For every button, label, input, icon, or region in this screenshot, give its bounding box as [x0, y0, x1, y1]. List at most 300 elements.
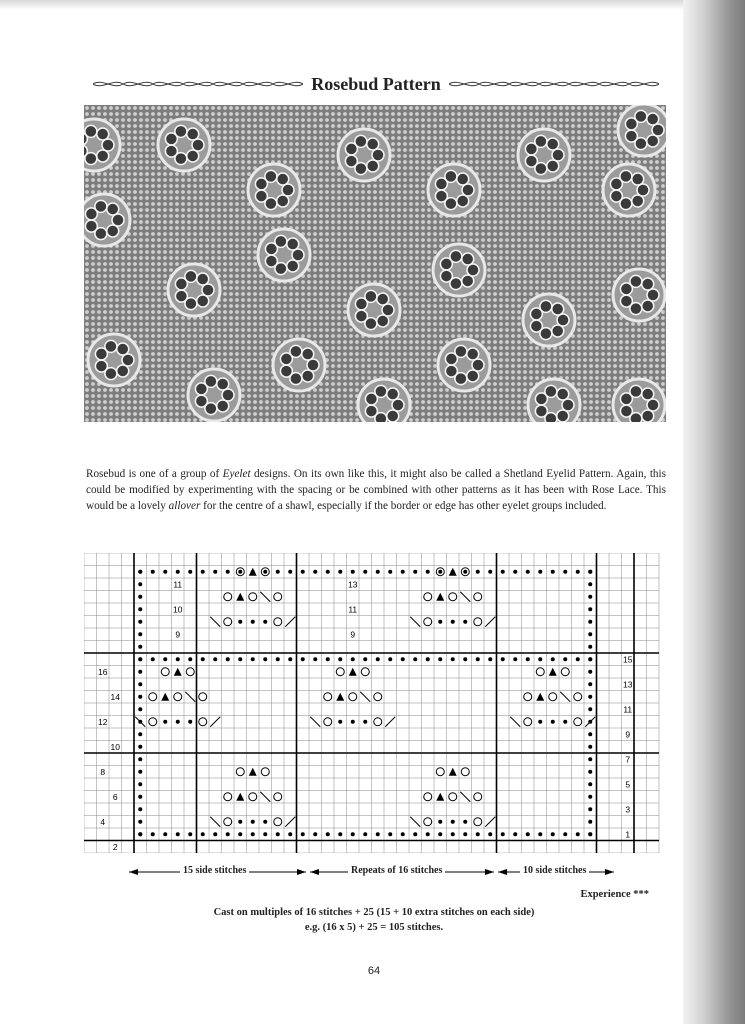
ssk-symbol: [260, 792, 270, 802]
yarn-over-symbol: [224, 818, 232, 826]
yarn-over-symbol: [374, 718, 382, 726]
yarn-over-symbol: [274, 793, 282, 801]
purl-dot: [213, 570, 217, 574]
purl-dot: [363, 570, 367, 574]
purl-dot: [413, 570, 417, 574]
eyelet-hole: [535, 405, 547, 417]
yarn-over-symbol: [199, 718, 207, 726]
purl-dot: [588, 695, 592, 699]
eyelet-hole: [365, 290, 377, 302]
eyelet-hole: [552, 325, 564, 337]
purl-dot: [176, 720, 180, 724]
purl-dot: [463, 657, 467, 661]
purl-dot: [213, 832, 217, 836]
purl-dot: [363, 657, 367, 661]
k2tog-symbol: [585, 717, 595, 727]
purl-dot: [138, 782, 142, 786]
eyelet-hole: [290, 345, 302, 357]
purl-dot: [138, 620, 142, 624]
purl-dot: [513, 832, 517, 836]
eyelet-hole: [620, 295, 632, 307]
eyelet-hole: [205, 375, 217, 387]
purl-dot: [451, 820, 455, 824]
purl-dot: [451, 657, 455, 661]
yarn-over-symbol: [149, 718, 157, 726]
purl-dot: [276, 657, 280, 661]
decrease-symbol: [436, 793, 444, 801]
row-number-left: 10: [110, 742, 120, 752]
purl-dot: [138, 657, 142, 661]
yarn-over-symbol: [236, 768, 244, 776]
inner-row-number: 10: [173, 604, 183, 615]
purl-dot: [588, 620, 592, 624]
purl-dot: [376, 657, 380, 661]
eyelet-hole: [620, 170, 632, 182]
yarn-over-symbol: [424, 818, 432, 826]
purl-dot: [438, 820, 442, 824]
purl-dot: [351, 657, 355, 661]
purl-dot: [138, 832, 142, 836]
purl-dot: [201, 657, 205, 661]
yarn-over-symbol: [349, 693, 357, 701]
eyelet-hole: [107, 225, 119, 237]
purl-dot: [163, 832, 167, 836]
yarn-over-symbol: [474, 818, 482, 826]
purl-dot: [238, 570, 242, 574]
purl-dot: [188, 720, 192, 724]
ssk-symbol: [410, 617, 420, 627]
eyelet-hole: [540, 300, 552, 312]
purl-dot: [138, 757, 142, 761]
eyelet-hole: [265, 255, 277, 267]
eyelet-hole: [365, 405, 377, 417]
eyelet-hole: [462, 275, 474, 287]
purl-dot: [588, 682, 592, 686]
eyelet-hole: [462, 253, 474, 265]
purl-dot: [276, 570, 280, 574]
eyelet-hole: [562, 399, 574, 411]
purl-dot: [288, 657, 292, 661]
purl-dot: [138, 570, 142, 574]
decrease-symbol: [161, 693, 169, 701]
purl-dot: [463, 620, 467, 624]
purl-dot: [238, 820, 242, 824]
purl-dot: [176, 657, 180, 661]
k2tog-symbol: [485, 817, 495, 827]
yarn-over-symbol: [524, 693, 532, 701]
purl-dot: [338, 657, 342, 661]
purl-dot: [238, 832, 242, 836]
row-number-left: 4: [100, 817, 106, 827]
eyelet-hole: [392, 399, 404, 411]
purl-dot: [451, 832, 455, 836]
purl-dot: [326, 832, 330, 836]
purl-dot: [376, 570, 380, 574]
eyelet-hole: [195, 395, 207, 407]
purl-dot: [463, 820, 467, 824]
yarn-over-symbol: [324, 693, 332, 701]
purl-dot: [226, 832, 230, 836]
purl-dot: [463, 570, 467, 574]
eyelet-hole: [647, 113, 659, 125]
yarn-over-symbol: [361, 668, 369, 676]
yarn-over-symbol: [449, 793, 457, 801]
purl-dot: [138, 632, 142, 636]
ssk-symbol: [310, 717, 320, 727]
purl-dot: [151, 570, 155, 574]
row-number-right: 13: [623, 679, 633, 690]
eyelet-hole: [620, 405, 632, 417]
purl-dot: [301, 657, 305, 661]
purl-dot: [301, 570, 305, 574]
eyelet-hole: [642, 278, 654, 290]
yarn-over-symbol: [274, 618, 282, 626]
yarn-over-symbol: [261, 768, 269, 776]
eyelet-hole: [122, 354, 134, 366]
purl-dot: [588, 570, 592, 574]
page-number: 64: [367, 965, 381, 977]
lace-sample-photo: [84, 105, 666, 422]
eyelet-hole: [375, 385, 387, 397]
eyelet-hole: [277, 173, 289, 185]
purl-dot: [138, 607, 142, 611]
purl-dot: [163, 657, 167, 661]
eyelet-hole: [367, 138, 379, 150]
eyelet-hole: [197, 295, 209, 307]
purl-dot: [138, 707, 142, 711]
yarn-over-symbol: [561, 668, 569, 676]
purl-dot: [501, 570, 505, 574]
eyelet-hole: [445, 365, 457, 377]
purl-dot: [551, 657, 555, 661]
yarn-over-symbol: [536, 668, 544, 676]
repeat-label: Repeats of 16 stitches: [348, 865, 445, 876]
purl-dot: [313, 657, 317, 661]
purl-dot: [251, 620, 255, 624]
eyelet-hole: [85, 220, 97, 232]
eyelet-hole: [525, 155, 537, 167]
side-stitches-right-label: 10 side stitches: [520, 865, 589, 876]
yarn-over-symbol: [149, 693, 157, 701]
title-row: [86, 70, 666, 98]
purl-dot: [588, 657, 592, 661]
row-number-left: 16: [98, 667, 108, 677]
purl-dot: [351, 832, 355, 836]
purl-dot: [338, 720, 342, 724]
eyelet-hole: [95, 360, 107, 372]
purl-dot: [163, 720, 167, 724]
purl-dot: [588, 832, 592, 836]
purl-dot: [513, 570, 517, 574]
row-number-left: 2: [112, 842, 118, 852]
purl-dot: [401, 570, 405, 574]
yarn-over-symbol: [161, 668, 169, 676]
purl-dot: [526, 570, 530, 574]
purl-dot: [588, 820, 592, 824]
purl-dot: [588, 745, 592, 749]
purl-dot: [238, 657, 242, 661]
eyelet-hole: [455, 345, 467, 357]
purl-dot: [588, 782, 592, 786]
purl-dot: [363, 720, 367, 724]
ssk-symbol: [210, 617, 220, 627]
purl-dot: [551, 570, 555, 574]
row-number-right: 11: [623, 704, 633, 715]
eyelet-hole: [377, 315, 389, 327]
purl-dot: [226, 657, 230, 661]
purl-dot: [401, 832, 405, 836]
eyelet-hole: [367, 160, 379, 172]
purl-dot: [476, 570, 480, 574]
yarn-over-symbol: [249, 593, 257, 601]
eyelet-hole: [557, 410, 569, 422]
eyelet-hole: [187, 128, 199, 140]
yarn-over-symbol: [449, 593, 457, 601]
eyelet-hole: [625, 130, 637, 142]
cast-on-line-1: Cast on multiples of 16 stitches + 25 (15 + 10 extra stitches on each side): [213, 907, 535, 918]
eyelet-hole: [117, 365, 129, 377]
purl-dot: [438, 620, 442, 624]
yarn-over-symbol: [424, 618, 432, 626]
eyelet-hole: [467, 370, 479, 382]
yarn-over-symbol: [224, 793, 232, 801]
row-number-left: 12: [98, 717, 108, 727]
purl-dot: [526, 832, 530, 836]
eyelet-hole: [647, 135, 659, 147]
purl-dot: [301, 832, 305, 836]
eyelet-hole: [472, 359, 484, 371]
knitting-chart: [84, 553, 664, 853]
decrease-symbol: [249, 768, 257, 776]
ssk-symbol: [135, 717, 145, 727]
eyelet-hole: [95, 200, 107, 212]
row-number-left: 6: [112, 792, 118, 802]
purl-dot: [226, 570, 230, 574]
purl-dot: [138, 695, 142, 699]
purl-dot: [201, 832, 205, 836]
eyelet-hole: [372, 149, 384, 161]
purl-dot: [338, 570, 342, 574]
decrease-symbol: [449, 568, 457, 576]
decrease-symbol: [349, 668, 357, 676]
purl-dot: [451, 620, 455, 624]
purl-dot: [351, 720, 355, 724]
purl-dot: [538, 720, 542, 724]
purl-dot: [188, 832, 192, 836]
yarn-over-symbol: [186, 668, 194, 676]
purl-dot: [388, 570, 392, 574]
purl-dot: [276, 832, 280, 836]
decrease-symbol: [436, 593, 444, 601]
intro-paragraph: Rosebud is one of a group of Eyelet designs. On its own like this, it might also be called a Shetland Eyelid Pattern. Again, this could be modified by experimenting with the spacing or be combined with other patterns as it has been with Rose Lace. This would be a lovely allover for the centre of a shawl, especially if the border or edge has other eyelet groups included.: [86, 468, 666, 513]
decrease-symbol: [174, 668, 182, 676]
purl-dot: [138, 820, 142, 824]
purl-dot: [551, 720, 555, 724]
purl-dot: [251, 820, 255, 824]
yarn-over-symbol: [474, 593, 482, 601]
purl-dot: [563, 832, 567, 836]
purl-dot: [263, 657, 267, 661]
purl-dot: [476, 657, 480, 661]
yarn-over-symbol: [424, 793, 432, 801]
eyelet-hole: [222, 389, 234, 401]
purl-dot: [538, 570, 542, 574]
purl-dot: [238, 620, 242, 624]
eyelet-hole: [382, 304, 394, 316]
eyelet-hole: [457, 173, 469, 185]
eyelet-hole: [165, 145, 177, 157]
purl-dot: [338, 832, 342, 836]
purl-dot: [138, 732, 142, 736]
decrease-symbol: [336, 693, 344, 701]
eyelet-hole: [185, 270, 197, 282]
purl-dot: [588, 707, 592, 711]
row-number-right: 15: [623, 654, 633, 665]
eyelet-hole: [105, 340, 117, 352]
eyelet-hole: [102, 139, 114, 151]
eyelet-hole: [202, 284, 214, 296]
eyelet-hole: [85, 125, 97, 137]
yarn-over-symbol: [474, 793, 482, 801]
eyelet-hole: [462, 184, 474, 196]
purl-dot: [438, 570, 442, 574]
row-number-right: 5: [625, 779, 631, 790]
purl-dot: [401, 657, 405, 661]
purl-dot: [588, 732, 592, 736]
yarn-over-symbol: [524, 718, 532, 726]
eyelet-hole: [307, 359, 319, 371]
yarn-over-symbol: [549, 693, 557, 701]
purl-dot: [476, 832, 480, 836]
eyelet-hole: [287, 238, 299, 250]
ssk-symbol: [410, 817, 420, 827]
eyelet-hole: [387, 388, 399, 400]
eyelet-hole: [275, 235, 287, 247]
purl-dot: [138, 670, 142, 674]
eyelet-hole: [355, 135, 367, 147]
purl-dot: [588, 770, 592, 774]
eyelet-hole: [467, 348, 479, 360]
eyelet-hole: [217, 400, 229, 412]
purl-dot: [526, 657, 530, 661]
decrease-symbol: [236, 793, 244, 801]
cast-on-instructions: [84, 905, 664, 935]
left-title-ornament: [93, 77, 303, 91]
purl-dot: [138, 807, 142, 811]
eyelet-hole: [642, 388, 654, 400]
eyelet-hole: [117, 343, 129, 355]
eyelet-hole: [280, 365, 292, 377]
purl-dot: [326, 657, 330, 661]
eyelet-hole: [377, 293, 389, 305]
eyelet-hole: [557, 388, 569, 400]
yarn-over-symbol: [174, 693, 182, 701]
eyelet-hole: [112, 214, 124, 226]
eyelet-hole: [445, 170, 457, 182]
eyelet-hole: [292, 249, 304, 261]
page-title: Rosebud Pattern: [311, 73, 441, 94]
yarn-over-symbol: [424, 593, 432, 601]
eyelet-hole: [642, 300, 654, 312]
eyelet-hole: [440, 270, 452, 282]
eyelet-hole: [552, 149, 564, 161]
eyelet-hole: [277, 195, 289, 207]
purl-dot: [138, 770, 142, 774]
book-gutter-shadow: [683, 0, 745, 1024]
eyelet-hole: [387, 410, 399, 422]
eyelet-hole: [545, 385, 557, 397]
purl-dot: [413, 832, 417, 836]
purl-dot: [263, 832, 267, 836]
purl-dot: [426, 657, 430, 661]
purl-dot: [188, 570, 192, 574]
purl-dot: [151, 657, 155, 661]
yarn-over-symbol: [274, 593, 282, 601]
yarn-over-symbol: [374, 693, 382, 701]
eyelet-hole: [175, 125, 187, 137]
purl-dot: [388, 832, 392, 836]
ssk-symbol: [360, 692, 370, 702]
eyelet-hole: [217, 378, 229, 390]
eyelet-hole: [97, 150, 109, 162]
purl-dot: [551, 832, 555, 836]
purl-dot: [588, 632, 592, 636]
cast-on-line-2: e.g. (16 x 5) + 25 = 105 stitches.: [304, 922, 444, 933]
eyelet-hole: [345, 155, 357, 167]
eyelet-hole: [635, 110, 647, 122]
ssk-symbol: [510, 717, 520, 727]
eyelet-hole: [630, 275, 642, 287]
eyelet-hole: [642, 410, 654, 422]
purl-dot: [313, 832, 317, 836]
purl-dot: [151, 832, 155, 836]
yarn-over-symbol: [574, 693, 582, 701]
eyelet-hole: [302, 370, 314, 382]
purl-dot: [588, 757, 592, 761]
purl-dot: [576, 657, 580, 661]
yarn-over-symbol: [224, 618, 232, 626]
yarn-over-symbol: [274, 818, 282, 826]
yarn-over-symbol: [249, 793, 257, 801]
purl-dot: [163, 570, 167, 574]
eyelet-hole: [302, 348, 314, 360]
purl-dot: [288, 832, 292, 836]
purl-dot: [138, 745, 142, 749]
purl-dot: [263, 820, 267, 824]
purl-dot: [588, 795, 592, 799]
yarn-over-symbol: [461, 768, 469, 776]
eyelet-hole: [637, 184, 649, 196]
row-number-right: 7: [625, 754, 631, 765]
right-title-ornament: [449, 77, 659, 91]
purl-dot: [138, 595, 142, 599]
purl-dot: [138, 682, 142, 686]
yarn-over-symbol: [436, 768, 444, 776]
eyelet-hole: [647, 289, 659, 301]
purl-dot: [351, 570, 355, 574]
inner-row-number: 11: [173, 579, 183, 590]
purl-dot: [463, 832, 467, 836]
ssk-symbol: [560, 692, 570, 702]
purl-dot: [138, 645, 142, 649]
purl-dot: [263, 620, 267, 624]
purl-dot: [588, 645, 592, 649]
page-top-shadow: [0, 0, 745, 10]
eyelet-hole: [552, 303, 564, 315]
purl-dot: [288, 570, 292, 574]
purl-dot: [176, 570, 180, 574]
yarn-over-symbol: [474, 618, 482, 626]
